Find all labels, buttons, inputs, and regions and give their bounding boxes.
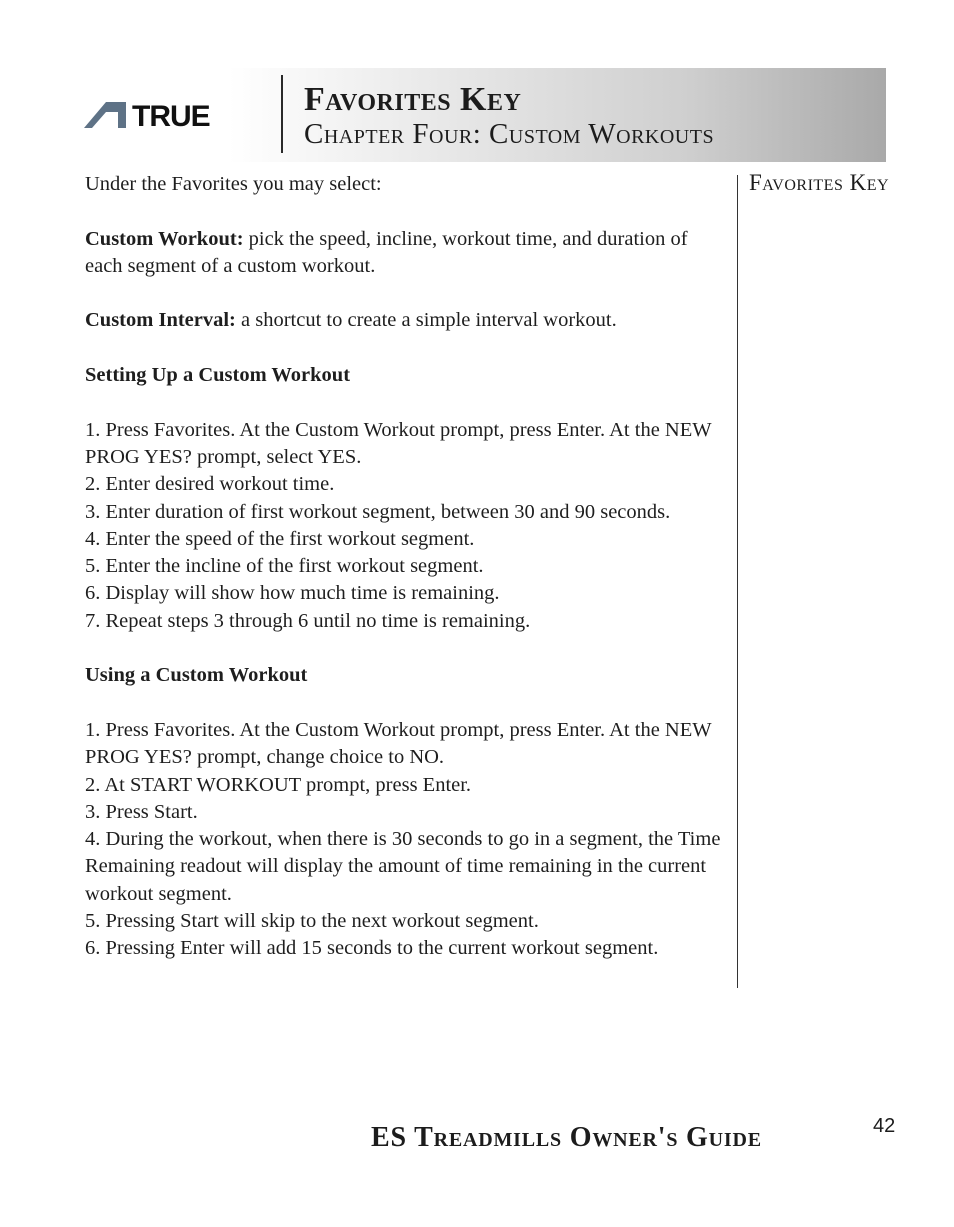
setup-step: 6. Display will show how much time is remaining.	[85, 582, 500, 605]
custom-interval-term: Custom Interval:	[85, 309, 236, 332]
section-tab: Favorites Key	[749, 170, 890, 195]
custom-workout-description: pick the speed, incline, workout time, and duration of each segment of a custom workout.	[85, 227, 688, 277]
using-step: 3. Press Start.	[85, 800, 198, 823]
setup-step: 4. Enter the speed of the first workout segment.	[85, 527, 475, 550]
page-number: 42	[873, 1115, 896, 1137]
page-title: Favorites Key	[304, 81, 522, 118]
chapter-subtitle: Chapter Four: Custom Workouts	[304, 118, 715, 150]
setup-step: 7. Repeat steps 3 through 6 until no time is remaining.	[85, 609, 531, 632]
using-step: 2. At START WORKOUT prompt, press Enter.	[85, 773, 472, 796]
custom-interval-description: a shortcut to create a simple interval workout.	[235, 309, 617, 332]
true-logo	[84, 102, 254, 128]
guide-title: ES Treadmills Owner's Guide	[371, 1122, 762, 1153]
main-content	[85, 171, 725, 963]
setup-step: 1. Press Favorites. At the Custom Workout prompt, press Enter. At the NEW PROG YES? prompt, select YES.	[85, 418, 712, 468]
intro-text: Under the Favorites you may select:	[85, 173, 382, 195]
custom-workout-term: Custom Workout:	[85, 227, 244, 250]
custom-interval-definition	[85, 307, 725, 334]
using-step: 1. Press Favorites. At the Custom Workout prompt, press Enter. At the NEW PROG YES? prompt, change choice to NO.	[85, 718, 712, 769]
using-heading: Using a Custom Workout	[85, 664, 308, 687]
using-step: 4. During the workout, when there is 30 seconds to go in a segment, the Time Remaining readout will display the amount of time remaining in the current workout segment.	[85, 828, 721, 905]
custom-workout-definition	[85, 226, 725, 281]
using-step: 6. Pressing Enter will add 15 seconds to the current workout segment.	[85, 937, 659, 960]
using-step: 5. Pressing Start will skip to the next workout segment.	[85, 910, 539, 933]
setup-step: 2. Enter desired workout time.	[85, 473, 335, 496]
logo-wordmark: TRUE	[132, 102, 210, 128]
setup-step: 5. Enter the incline of the first workout segment.	[85, 555, 484, 578]
sidebar-divider	[737, 175, 738, 988]
setup-step: 3. Enter duration of first workout segment, between 30 and 90 seconds.	[85, 500, 671, 523]
header-divider	[281, 75, 283, 153]
setup-heading: Setting Up a Custom Workout	[85, 364, 351, 387]
